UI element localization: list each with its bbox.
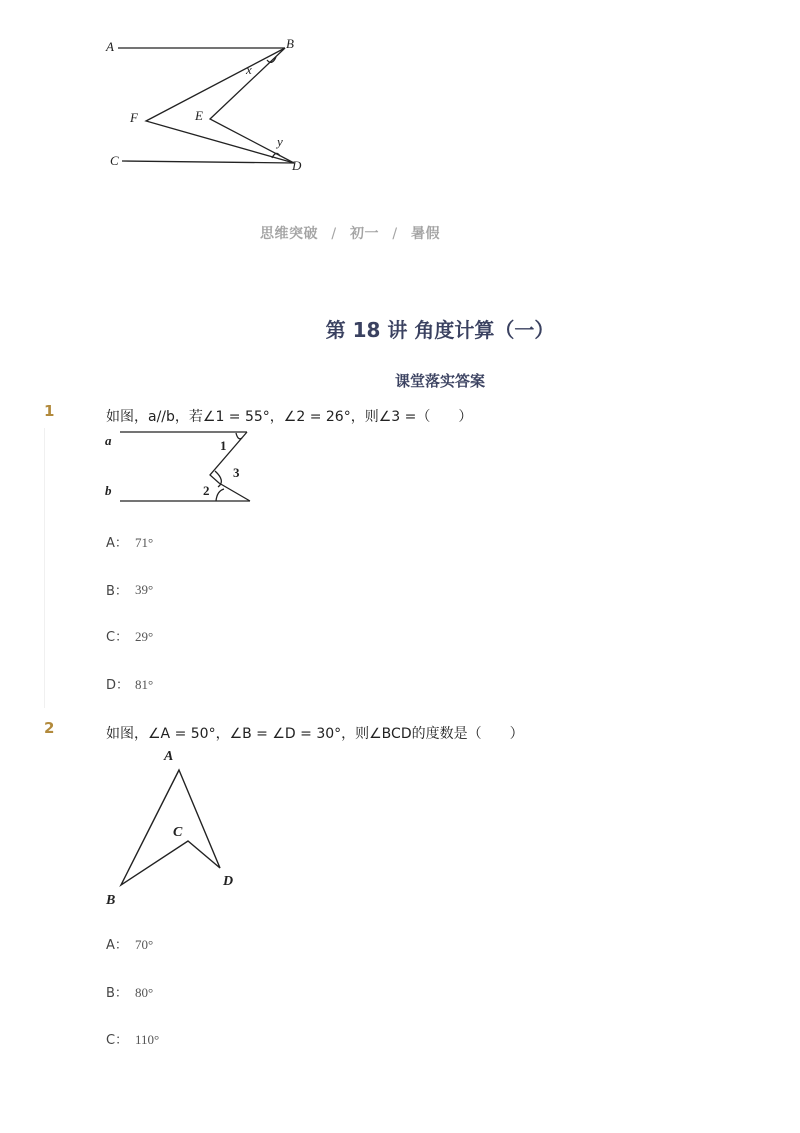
q2-option-a-value[interactable]: 70°	[135, 937, 154, 952]
footer-part2: 初一	[350, 226, 379, 242]
angle-3-arc	[215, 471, 221, 487]
label-angle-1: 1	[220, 438, 227, 453]
q1-option-a-value[interactable]: 71°	[135, 535, 154, 550]
footer-part3: 暑假	[410, 226, 440, 242]
line-cd	[122, 161, 294, 163]
label-e: E	[195, 108, 203, 123]
question-1-text: 如图，a//b，若∠1 = 55°，∠2 = 26°，则∠3 =（ ）	[106, 409, 473, 425]
question-2-text: 如图，∠A = 50°，∠B = ∠D = 30°，则∠BCD的度数是（ ）	[106, 726, 524, 742]
label-b: B	[106, 893, 116, 908]
question-2-figure	[100, 745, 245, 910]
label-line-b: b	[105, 483, 112, 498]
label-line-a: a	[105, 433, 112, 448]
label-a: A	[106, 39, 114, 54]
label-x: x	[246, 62, 252, 77]
q1-option-d-value[interactable]: 81°	[135, 677, 154, 692]
label-angle-2: 2	[203, 483, 210, 498]
page-footer	[0, 223, 700, 243]
q1-option-b-key[interactable]: B：	[106, 584, 128, 599]
zigzag	[210, 432, 250, 501]
label-a: A	[164, 749, 174, 764]
angle-1-arc	[236, 433, 242, 439]
q2-option-b-key[interactable]: B：	[106, 986, 128, 1001]
label-c: C	[110, 153, 119, 168]
q1-option-c-value[interactable]: 29°	[135, 629, 154, 644]
lecture-title: 第 18 讲 角度计算（一）	[325, 318, 555, 342]
angle-2-arc	[216, 489, 224, 501]
label-c: C	[173, 825, 183, 840]
question-2-number: 2	[44, 719, 55, 737]
q2-option-c-key[interactable]: C：	[106, 1033, 129, 1048]
footer-sep1: /	[331, 226, 337, 242]
q1-option-c-key[interactable]: C：	[106, 630, 129, 645]
question-1-figure	[100, 425, 260, 510]
question-1-rule	[44, 428, 45, 708]
label-d: D	[223, 874, 234, 889]
label-y: y	[277, 134, 283, 149]
q1-option-b-value[interactable]: 39°	[135, 582, 154, 597]
q2-option-a-key[interactable]: A：	[106, 938, 128, 953]
question-1-number: 1	[44, 402, 55, 420]
label-d: D	[292, 158, 302, 173]
top-figure	[100, 30, 320, 180]
section-title: 课堂落实答案	[394, 372, 485, 390]
label-f: F	[130, 110, 138, 125]
shape-abcd	[121, 770, 220, 885]
footer-sep2: /	[392, 226, 398, 242]
path-bfd	[146, 48, 294, 163]
label-angle-3: 3	[233, 465, 240, 480]
q1-option-d-key[interactable]: D：	[106, 678, 130, 693]
q2-option-b-value[interactable]: 80°	[135, 985, 154, 1000]
footer-part1: 思维突破	[260, 226, 319, 242]
q2-option-c-value[interactable]: 110°	[135, 1032, 160, 1047]
label-b: B	[286, 36, 294, 51]
q1-option-a-key[interactable]: A：	[106, 536, 128, 551]
